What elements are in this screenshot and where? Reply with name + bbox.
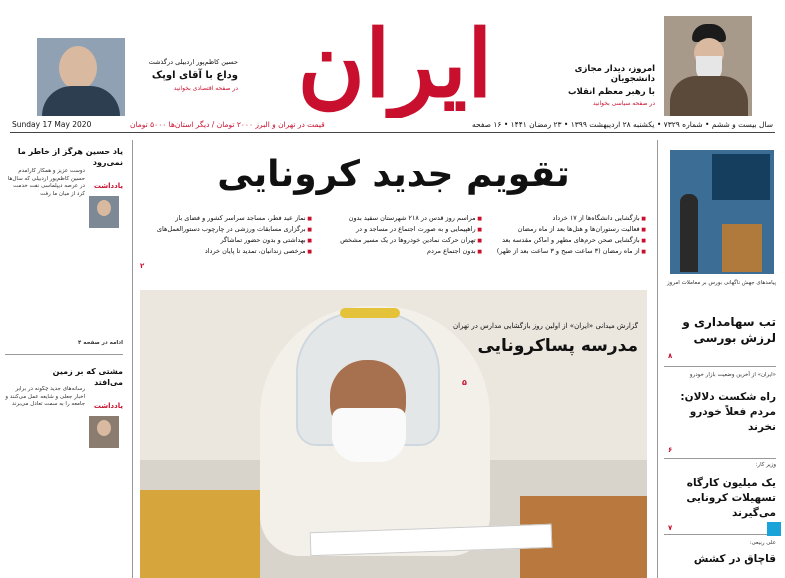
right-column xyxy=(662,140,780,578)
right-story1-page: ۸ xyxy=(668,352,673,360)
ticker-screen xyxy=(712,154,770,200)
left-teaser-title: وداع با آقای اوپک xyxy=(151,70,238,81)
bullet-item: ■ نماز عید فطر، مساجد سراسر کشور و فضای باز xyxy=(150,214,312,224)
bullets-col1 xyxy=(488,214,646,258)
bullet-item: ■ تهران حرکت نمادین خودروها در یک مسیر مشخص xyxy=(318,236,482,246)
left-note-label-2: یادداشت xyxy=(93,402,123,410)
rule xyxy=(664,534,776,535)
bullet-item: ■ راهپیمایی و به صورت اجتماع در مساجد و در xyxy=(318,225,482,235)
right-story2-kicker: «ایران» از آخرین وضعیت بازار خودرو xyxy=(689,372,776,378)
left-teaser-photo xyxy=(37,38,125,116)
persian-date: سال بیست و ششم • شماره ۷۳۲۹ • یکشنبه ۲۸ اردیبهشت ۱۳۹۹ • ۲۳ رمضان ۱۴۴۱ • ۱۶ صفحه xyxy=(471,120,773,129)
left-teaser[interactable] xyxy=(128,58,238,92)
portrait-suit xyxy=(42,86,120,116)
right-story2-title[interactable]: راه شکست دلالان: مردم فعلاً خودرو نخرند xyxy=(680,391,776,433)
portrait-face xyxy=(59,46,97,90)
right-story4-title[interactable]: قاچاق در کشش xyxy=(693,553,776,565)
right-teaser-photo xyxy=(664,16,752,116)
bullet-item: ■ مرخصی زندانیان، تمدید تا پایان خرداد xyxy=(150,247,312,257)
bullet-item: ■ برگزاری مسابقات ورزشی در چارچوب دستورالعمل‌های xyxy=(150,225,312,235)
main-headline[interactable]: تقویم جدید کرونایی xyxy=(217,154,570,195)
portrait-face xyxy=(97,200,111,216)
left-continue[interactable]: ادامه در صفحه ۴ xyxy=(78,340,123,346)
photo-story[interactable] xyxy=(380,322,638,356)
left-story2-body: رسانه‌های جدید چگونه در برابر اخبار جعلی و شایعه عمل می‌کنند و جامعه را به سمت تعادل می‌برند xyxy=(5,386,85,407)
right-story1-title[interactable]: تب سهامداری و لرزش بورسی xyxy=(682,315,776,345)
price-line: قیمت در تهران و البرز ۲۰۰۰ تومان / دیگر استان‌ها ۵۰۰۰ تومان xyxy=(130,120,325,129)
person-silhouette xyxy=(680,194,698,272)
bullet-item: ■ بازگشایی دانشگاه‌ها از ۱۷ خرداد xyxy=(488,214,646,224)
right-story3-page: ۷ xyxy=(668,524,673,532)
right-teaser-ref: در صفحه سیاسی بخوانید xyxy=(592,100,655,107)
left-teaser-ref: در صفحه اقتصادی بخوانید xyxy=(173,85,238,92)
left-author-photo-2 xyxy=(89,416,119,448)
left-column-divider xyxy=(132,140,133,578)
dateline-bar xyxy=(10,118,775,133)
left-story1-body: دوست عزیز و همکار کارآمدم حسین کاظم‌پور اردبیلی که سال‌ها در عرصه دیپلماسی نفت خدمت کرد از میان ما رفت xyxy=(7,168,85,197)
bullet-item: ■ بدون اجتماع مردم xyxy=(318,247,482,257)
photo-story-title: مدرسه پساکرونایی xyxy=(477,336,638,356)
bullet-item: ■ از ماه رمضان (۳ ساعت صبح و ۳ ساعت بعد از ظهر) xyxy=(488,247,646,257)
bullets-col2 xyxy=(318,214,482,258)
bullet-item: ■ بهداشتی و بدون حضور تماشاگر xyxy=(150,236,312,246)
left-story1-title[interactable]: یاد حسین هرگز از خاطر ما نمی‌رود xyxy=(17,147,123,167)
left-column xyxy=(5,140,127,578)
cyan-corner-marker xyxy=(767,522,781,536)
rule xyxy=(664,458,776,459)
right-story4-kicker: علی ربیعی: xyxy=(749,540,776,546)
newspaper-logo xyxy=(300,0,490,118)
right-column-divider xyxy=(657,140,658,578)
bullets-col3 xyxy=(150,214,312,258)
bullets-page-num: ۲ xyxy=(140,262,145,270)
bullet-item: ■ فعالیت رستوران‌ها و هتل‌ها بعد از ماه رمضان xyxy=(488,225,646,235)
robe xyxy=(670,76,748,116)
logo-wordmark xyxy=(300,0,490,118)
left-note-label: یادداشت xyxy=(93,182,123,190)
left-author-photo xyxy=(89,196,119,228)
rule xyxy=(5,354,123,355)
shield-band xyxy=(340,308,400,318)
stock-board-photo xyxy=(670,150,774,274)
right-teaser-line1: امروز، دیدار مجازی دانشجویان xyxy=(574,64,655,84)
english-date: Sunday 17 May 2020 xyxy=(12,120,92,129)
kiosk xyxy=(722,224,762,272)
logo-text: ایران xyxy=(300,10,490,118)
face-mask xyxy=(332,408,406,462)
right-story3-kicker: وزیر کار: xyxy=(755,462,776,468)
left-teaser-kicker: حسین کاظم‌پور اردبیلی درگذشت xyxy=(148,58,238,66)
right-story2-page: ۶ xyxy=(668,446,673,454)
photo-story-page: ۵ xyxy=(462,378,467,387)
right-teaser[interactable] xyxy=(535,64,655,107)
bullet-item: ■ مراسم روز قدس در ۲۱۸ شهرستان سفید بدون xyxy=(318,214,482,224)
right-teaser-line2: با رهبر معظم انقلاب xyxy=(567,87,655,97)
right-caption: پیامدهای جهش ناگهانی بورس بر معاملات امروز xyxy=(667,280,776,286)
rule xyxy=(664,366,776,367)
photo-story-kicker: گزارش میدانی «ایران» از اولین روز بازگشایی مدارس در تهران xyxy=(453,322,638,330)
desk-left xyxy=(140,490,260,578)
right-story3-title[interactable]: یک میلیون کارگاه تسهیلات کرونایی می‌گیرند xyxy=(686,477,776,519)
left-story2-title[interactable]: مشتی که بر زمین می‌افتد xyxy=(52,367,123,387)
bullet-item: ■ بازگشایی صحن حرم‌های مطهر و اماکن مقدسه بعد xyxy=(488,236,646,246)
portrait-face xyxy=(97,420,111,436)
